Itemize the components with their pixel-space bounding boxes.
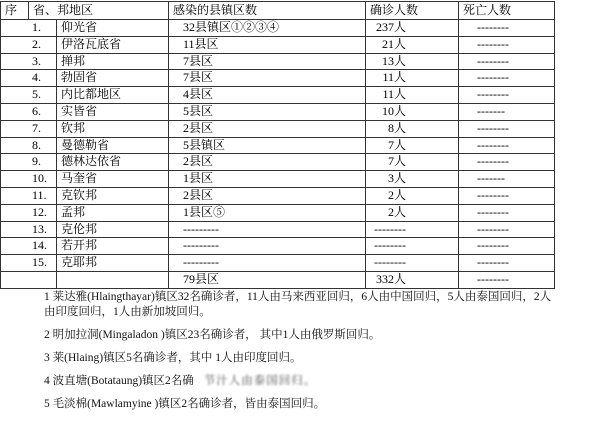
cell-confirmed: 7人 bbox=[366, 154, 459, 170]
cell-counties: 4县区 bbox=[169, 87, 366, 103]
cell-seq: 15. bbox=[1, 255, 57, 271]
footnote-text: 4 波直塘(Botataung)镇区2名确 bbox=[44, 375, 194, 387]
table-row bbox=[1, 153, 554, 170]
header-confirmed: 确诊人数 bbox=[366, 2, 459, 19]
cell-confirmed: 7人 bbox=[366, 138, 459, 154]
table-row bbox=[1, 187, 554, 204]
cell-region bbox=[57, 272, 169, 288]
cell-seq: 2. bbox=[1, 37, 57, 53]
cell-seq: 13. bbox=[1, 222, 57, 238]
cell-seq: 3. bbox=[1, 54, 57, 70]
cell-region: 实皆省 bbox=[57, 104, 169, 120]
cell-confirmed: 237人 bbox=[366, 20, 459, 36]
cell-counties: --------- bbox=[169, 238, 366, 254]
cell-confirmed: 2人 bbox=[366, 188, 459, 204]
table-row bbox=[1, 204, 554, 221]
cell-region: 德林达依省 bbox=[57, 154, 169, 170]
cell-deaths: -------- bbox=[477, 36, 509, 51]
cell-seq: 8. bbox=[1, 138, 57, 154]
footnote: 1 莱达雅(Hlaingthayar)镇区32名确诊者，11人由马来西亚回归，6人由中国回归，5人由泰国回归，2人由印度回归，1人由新加坡回归。 bbox=[44, 291, 552, 318]
cell-seq bbox=[1, 272, 57, 288]
cell-counties: 5县镇区 bbox=[169, 138, 366, 154]
cell-deaths: -------- bbox=[477, 120, 509, 135]
cell-deaths: -------- bbox=[477, 137, 509, 152]
cell-region: 仰光省 bbox=[57, 20, 169, 36]
total-confirmed: 332人 bbox=[366, 272, 459, 288]
cell-seq: 7. bbox=[1, 121, 57, 137]
cell-confirmed: -------- bbox=[366, 238, 459, 254]
cell-region: 克钦邦 bbox=[57, 188, 169, 204]
cell-counties: 7县区 bbox=[169, 70, 366, 86]
cell-seq: 9. bbox=[1, 154, 57, 170]
table-row bbox=[1, 120, 554, 137]
header-deaths: 死亡人数 bbox=[463, 3, 512, 17]
cell-deaths: -------- bbox=[477, 154, 509, 169]
footnote bbox=[44, 374, 556, 389]
cell-deaths: -------- bbox=[477, 221, 509, 236]
cell-region: 若开邦 bbox=[57, 238, 169, 254]
cell-region: 克伦邦 bbox=[57, 222, 169, 238]
cell-seq: 4. bbox=[1, 70, 57, 86]
total-deaths: -------- bbox=[477, 271, 509, 286]
table-row bbox=[1, 69, 554, 86]
cell-deaths: -------- bbox=[477, 70, 509, 85]
cell-counties: 5县区 bbox=[169, 104, 366, 120]
cell-confirmed: 10人 bbox=[366, 104, 459, 120]
cell-region: 曼德勒省 bbox=[57, 138, 169, 154]
cell-counties: 11县区 bbox=[169, 37, 366, 53]
cell-seq: 6. bbox=[1, 104, 57, 120]
cell-confirmed: 2人 bbox=[366, 205, 459, 221]
cell-confirmed: -------- bbox=[366, 255, 459, 271]
table-row bbox=[1, 19, 554, 36]
cell-region: 内比都地区 bbox=[57, 87, 169, 103]
footnote: 3 莱(Hlaing)镇区5名确诊者，其中 1人由印度回归。 bbox=[44, 352, 302, 364]
footnote-obscured-text: 节汁人由泰国回归。 bbox=[203, 375, 317, 387]
cell-seq: 12. bbox=[1, 205, 57, 221]
cell-region: 掸邦 bbox=[57, 54, 169, 70]
table-total-row bbox=[1, 271, 554, 288]
table-row bbox=[1, 254, 554, 271]
cell-confirmed: 8人 bbox=[366, 121, 459, 137]
cell-seq: 1. bbox=[1, 20, 57, 36]
table-row bbox=[1, 53, 554, 70]
cell-region: 克耶邦 bbox=[57, 255, 169, 271]
cell-region: 伊洛瓦底省 bbox=[57, 37, 169, 53]
cell-confirmed: 11人 bbox=[366, 70, 459, 86]
table-row bbox=[1, 86, 554, 103]
header-seq: 序 bbox=[1, 2, 29, 19]
cell-confirmed: -------- bbox=[366, 222, 459, 238]
cell-deaths: -------- bbox=[477, 20, 509, 34]
cell-confirmed: 3人 bbox=[366, 171, 459, 187]
cell-counties: 2县区 bbox=[169, 188, 366, 204]
cell-counties: 32县镇区①②③④ bbox=[169, 20, 366, 36]
table-row bbox=[1, 137, 554, 154]
table-row bbox=[1, 221, 554, 238]
cell-deaths: -------- bbox=[477, 53, 509, 68]
cell-counties: --------- bbox=[169, 222, 366, 238]
cell-region: 孟邦 bbox=[57, 205, 169, 221]
cell-counties: 1县区⑤ bbox=[169, 205, 366, 221]
cell-deaths: ------- bbox=[477, 171, 505, 186]
cell-counties: 1县区 bbox=[169, 171, 366, 187]
cell-counties: 7县区 bbox=[169, 54, 366, 70]
cell-seq: 10. bbox=[1, 171, 57, 187]
cell-confirmed: 21人 bbox=[366, 37, 459, 53]
cell-deaths: -------- bbox=[477, 255, 509, 270]
table-row bbox=[1, 36, 554, 53]
footnote: 5 毛淡棉(Mawlamyine )镇区2名确诊者，皆由泰国回归。 bbox=[44, 398, 326, 410]
cell-counties: 2县区 bbox=[169, 154, 366, 170]
cell-deaths: -------- bbox=[477, 238, 509, 253]
cell-region: 马奎省 bbox=[57, 171, 169, 187]
cell-counties: --------- bbox=[169, 255, 366, 271]
cell-deaths: -------- bbox=[477, 87, 509, 102]
table-row bbox=[1, 170, 554, 187]
footnote: 2 明加拉洞(Mingaladon )镇区23名确诊者， 其中1人由俄罗斯回归。 bbox=[44, 329, 381, 341]
footnotes bbox=[44, 290, 556, 420]
cell-deaths: -------- bbox=[477, 187, 509, 202]
total-counties: 79县区 bbox=[169, 272, 366, 288]
cell-deaths: -------- bbox=[477, 204, 509, 219]
cell-seq: 5. bbox=[1, 87, 57, 103]
header-region: 省、邦地区 bbox=[29, 2, 169, 19]
cell-confirmed: 13人 bbox=[366, 54, 459, 70]
header-counties: 感染的县镇区数 bbox=[169, 2, 366, 19]
cell-region: 钦邦 bbox=[57, 121, 169, 137]
cell-seq: 11. bbox=[1, 188, 57, 204]
cell-confirmed: 11人 bbox=[366, 87, 459, 103]
table-row bbox=[1, 237, 554, 254]
cases-table bbox=[0, 1, 555, 289]
cell-counties: 2县区 bbox=[169, 121, 366, 137]
cell-region: 勃固省 bbox=[57, 70, 169, 86]
cell-seq: 14. bbox=[1, 238, 57, 254]
table-header bbox=[1, 2, 554, 19]
table-row bbox=[1, 103, 554, 120]
cell-deaths: ------- bbox=[477, 103, 505, 118]
